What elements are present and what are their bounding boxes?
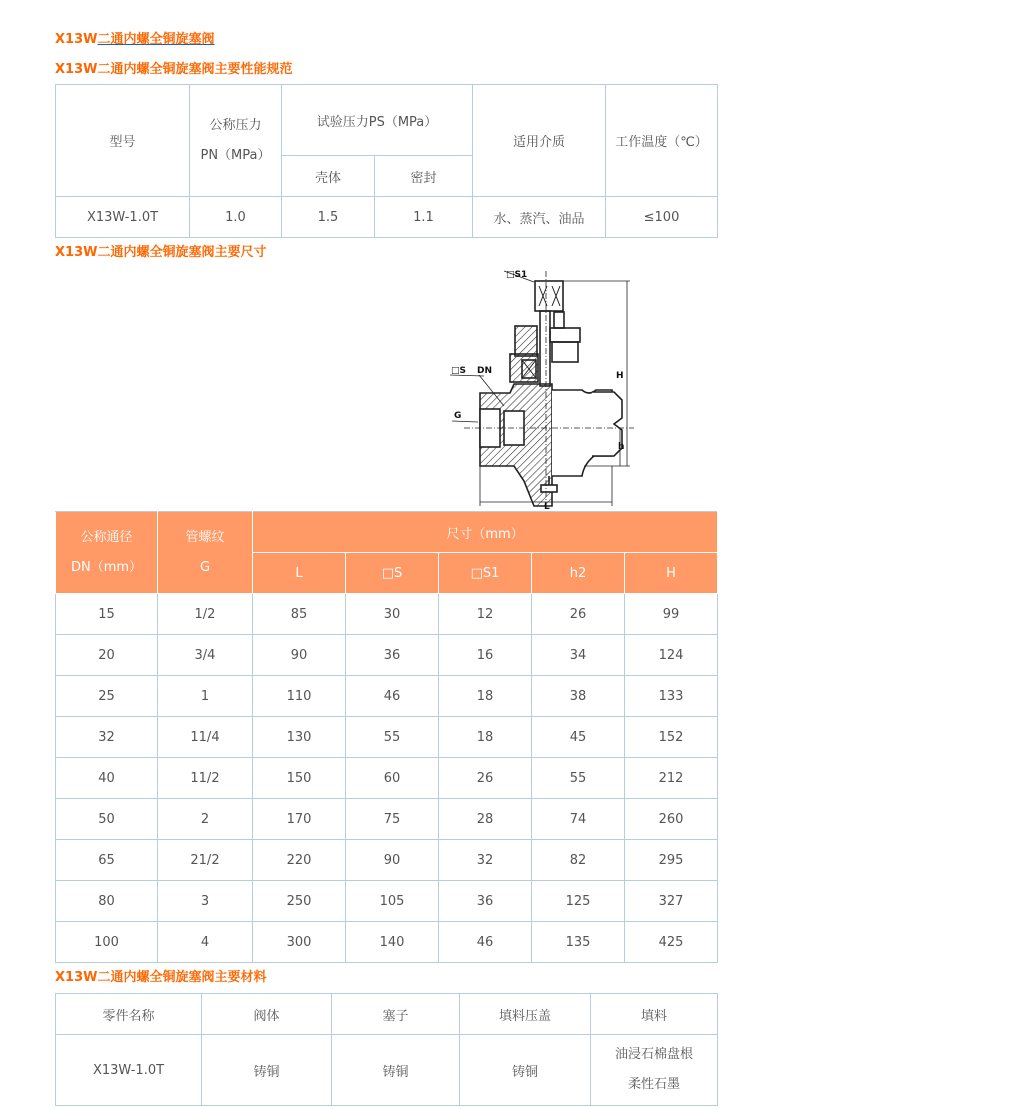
table-row: 15 1/2 85 30 12 26 99 bbox=[56, 594, 718, 635]
header-model: 型号 bbox=[56, 85, 190, 197]
header-temp: 工作温度（℃） bbox=[606, 85, 718, 197]
header-g: 管螺纹 G bbox=[158, 512, 253, 594]
header-packing: 填料 bbox=[591, 994, 718, 1035]
table-row: 40 11/2 150 60 26 55 212 bbox=[56, 758, 718, 799]
table-row: 20 3/4 90 36 16 34 124 bbox=[56, 635, 718, 676]
dimension-table bbox=[55, 511, 718, 963]
materials-section-title: X13W二通内螺全铜旋塞阀主要材料 bbox=[55, 970, 267, 985]
dimensions-section-title: X13W二通内螺全铜旋塞阀主要尺寸 bbox=[55, 245, 267, 260]
title-prefix: X13W bbox=[55, 32, 98, 47]
table-row: 32 11/4 130 55 18 45 152 bbox=[56, 717, 718, 758]
label-l: L bbox=[544, 502, 550, 509]
header-pn: 公称压力 PN（MPa） bbox=[190, 85, 282, 197]
table-row: X13W-1.0T 铸铜 铸铜 铸铜 油浸石棉盘根 柔性石墨 bbox=[56, 1035, 718, 1106]
page-title bbox=[55, 31, 214, 49]
header-l: L bbox=[253, 553, 346, 594]
header-medium: 适用介质 bbox=[473, 85, 606, 197]
header-plug: 塞子 bbox=[332, 994, 460, 1035]
table-row: 65 21/2 220 90 32 82 295 bbox=[56, 840, 718, 881]
label-h-big: H bbox=[616, 371, 624, 381]
performance-section-title: X13W二通内螺全铜旋塞阀主要性能规范 bbox=[55, 62, 293, 77]
header-body: 阀体 bbox=[202, 994, 332, 1035]
header-part-name: 零件名称 bbox=[56, 994, 202, 1035]
performance-table bbox=[55, 84, 718, 238]
table-row: 80 3 250 105 36 125 327 bbox=[56, 881, 718, 922]
table-row: X13W-1.0T 1.0 1.5 1.1 水、蒸汽、油品 ≤100 bbox=[56, 197, 718, 238]
header-dn: 公称通径 DN（mm） bbox=[56, 512, 158, 594]
header-seal: 密封 bbox=[375, 156, 473, 197]
header-h: H bbox=[625, 553, 718, 594]
label-s1: □S1 bbox=[506, 270, 528, 280]
label-g: G bbox=[454, 411, 462, 421]
label-s: □S bbox=[451, 366, 466, 376]
materials-table bbox=[55, 993, 718, 1106]
header-test-pressure: 试验压力PS（MPa） bbox=[282, 85, 473, 156]
product-link[interactable]: 二通内螺全铜旋塞阀 bbox=[97, 32, 215, 47]
header-h2: h2 bbox=[532, 553, 625, 594]
label-dn: DN bbox=[477, 366, 493, 376]
header-size: 尺寸（mm） bbox=[253, 512, 718, 553]
table-row: 50 2 170 75 28 74 260 bbox=[56, 799, 718, 840]
header-s1: □S1 bbox=[439, 553, 532, 594]
label-h-small: h bbox=[618, 442, 625, 452]
header-s: □S bbox=[346, 553, 439, 594]
header-gland: 填料压盖 bbox=[460, 994, 591, 1035]
valve-diagram bbox=[444, 266, 639, 509]
table-row: 25 1 110 46 18 38 133 bbox=[56, 676, 718, 717]
packing-cell: 油浸石棉盘根 柔性石墨 bbox=[591, 1035, 718, 1106]
header-shell: 壳体 bbox=[282, 156, 375, 197]
table-row: 100 4 300 140 46 135 425 bbox=[56, 922, 718, 963]
